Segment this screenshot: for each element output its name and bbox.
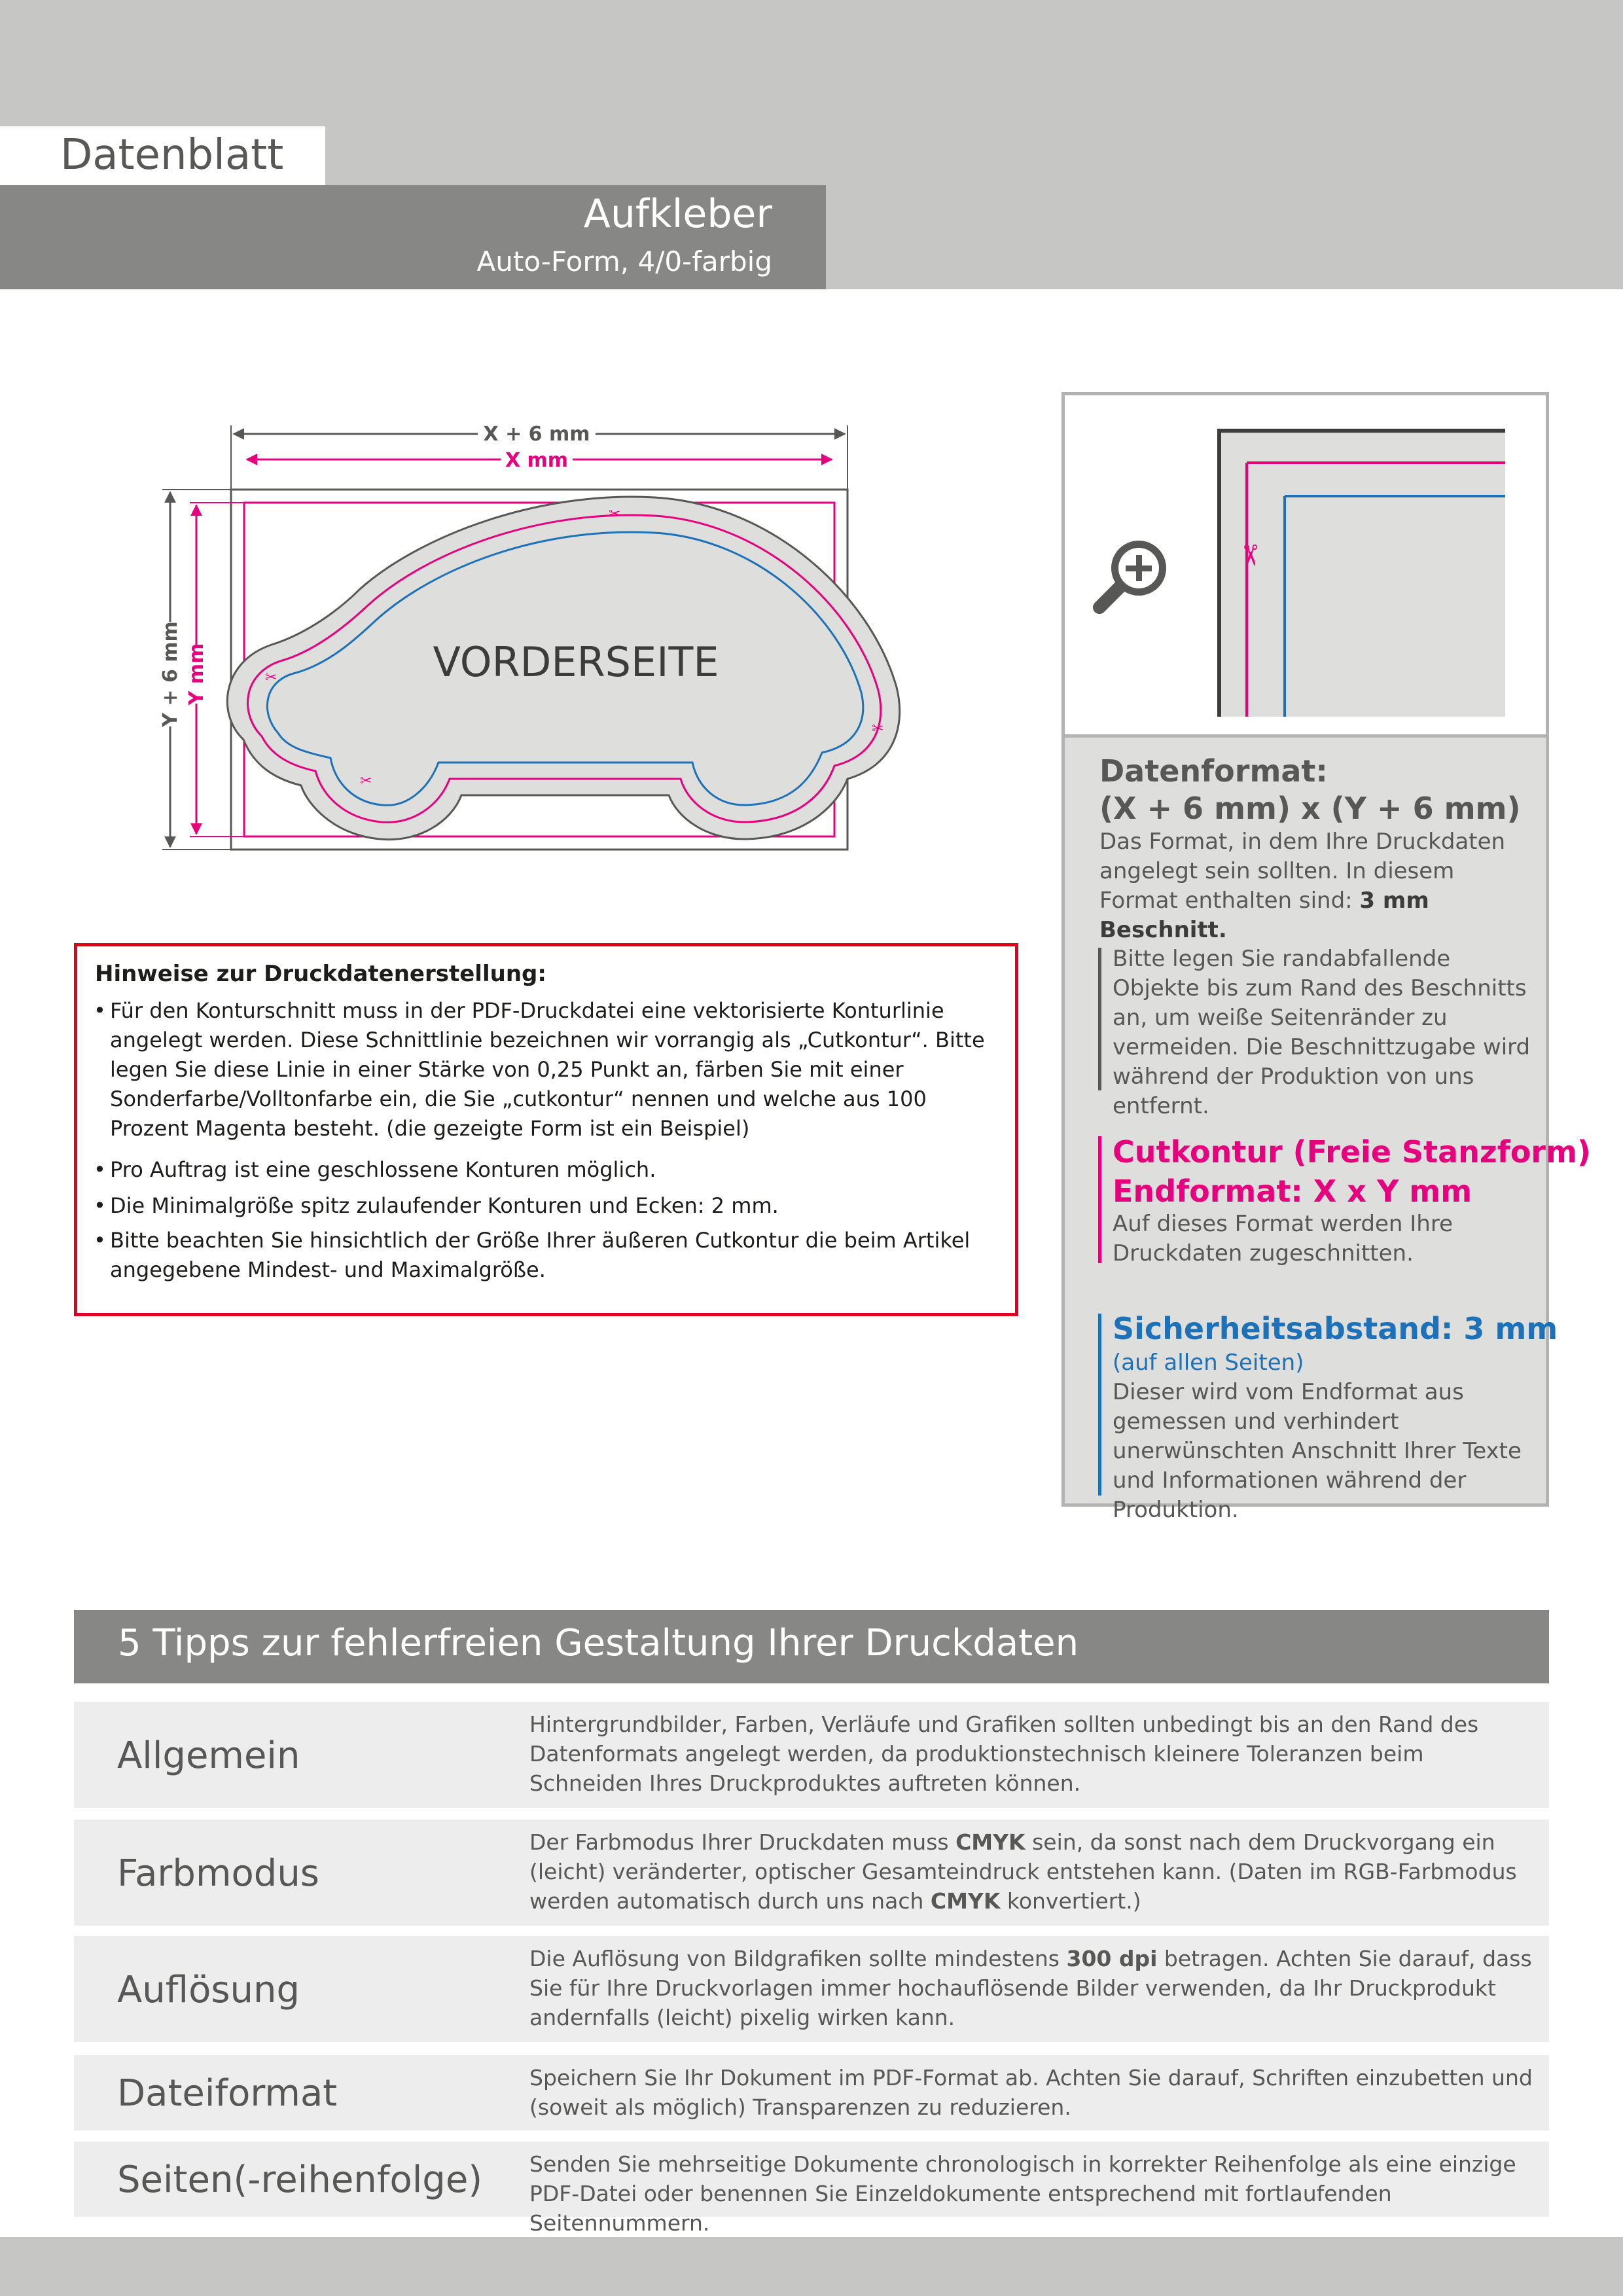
tip-label: Auflösung <box>117 1969 300 2011</box>
bleed-corner-detail <box>1217 429 1505 717</box>
front-side-label: VORDERSEITE <box>433 638 719 686</box>
datenformat-formula: (X + 6 mm) x (Y + 6 mm) <box>1099 791 1521 826</box>
hint-text: Bitte beachten Sie hinsichtlich der Größe Ihrer äußeren Cutkontur die beim Artikel angegebene Mindest- und Maximalgröße. <box>110 1228 971 1282</box>
hint-item <box>94 996 1003 1143</box>
x-inner-label: X mm <box>505 449 569 472</box>
hint-text: Pro Auftrag ist eine geschlossene Konturen möglich. <box>110 1157 656 1182</box>
tip-text: Senden Sie mehrseitige Dokumente chronologisch in korrekter Reihenfolge als eine einzige PDF-Datei oder benennen Sie Einzeldokumente entsprechend mit fortlaufenden Seitennummern. <box>529 2151 1516 2236</box>
tip-text: Die Auflösung von Bildgrafiken sollte mindestens 300 dpi betragen. Achten Sie darauf, dass Sie für Ihre Druckvorlagen immer hochauflösende Bilder verwenden, da Ihr Druckprodukt andernfalls (leicht) pixelig wirken kann. <box>529 1946 1532 2030</box>
tip-row <box>74 1702 1549 1808</box>
hint-text: Die Minimalgröße spitz zulaufender Konturen und Ecken: 2 mm. <box>110 1193 779 1218</box>
tip-text: Hintergrundbilder, Farben, Verläufe und Grafiken sollten unbedingt bis an den Rand des Datenformats angelegt werden, da produktionstechnisch kleinere Toleranzen beim Schneiden Ihres Druckproduktes auftreten können. <box>529 1712 1479 1796</box>
bleed-text: Bitte legen Sie randabfallende Objekte bis zum Rand des Beschnitts an, um weiße Seitenränder zu vermeiden. Die Beschnittzugabe wird während der Produktion von uns entfernt. <box>1113 946 1531 1119</box>
y-inner-label: Y mm <box>185 643 208 706</box>
tip-text: Der Farbmodus Ihrer Druckdaten muss CMYK sein, da sonst nach dem Druckvorgang ein (leicht) veränderter, optischer Gesamteindruck entstehen kann. (Daten im RGB-Farbmodus werden automatisch durch uns nach CMYK konvertiert.) <box>529 1829 1517 1914</box>
bullet: • <box>94 1228 106 1253</box>
scissors-icon: ✂ <box>872 721 884 737</box>
bleed-accent-bar <box>1098 948 1101 1090</box>
zoom-in-icon <box>1086 530 1178 622</box>
safe-subtitle: (auf allen Seiten) <box>1113 1350 1304 1376</box>
hint-item <box>94 1226 1003 1285</box>
tip-row <box>74 2142 1549 2236</box>
safe-text: Dieser wird vom Endformat aus gemessen und verhindert unerwünschten Anschnitt Ihrer Texte und Informationen während der Produktion. <box>1113 1379 1522 1523</box>
bullet: • <box>94 1157 106 1182</box>
cut-accent-bar <box>1098 1136 1101 1263</box>
scissors-icon: ✂ <box>360 773 372 789</box>
tip-text: Speichern Sie Ihr Dokument im PDF-Format ab. Achten Sie darauf, Schriften einzubetten und (soweit als möglich) Transparenzen zu reduzieren. <box>529 2065 1533 2120</box>
bottom-band <box>0 2237 1623 2296</box>
scissors-icon: ✂ <box>265 670 277 686</box>
doc-type-title: Datenblatt <box>60 131 284 179</box>
bullet: • <box>94 998 106 1023</box>
tip-label: Farbmodus <box>117 1852 319 1895</box>
datenformat-title: Datenformat: <box>1099 753 1328 789</box>
scissors-icon: ✂ <box>609 506 621 522</box>
hints-title: Hinweise zur Druckdatenerstellung: <box>95 961 546 987</box>
tip-row <box>74 1820 1549 1926</box>
cut-text: Auf dieses Format werden Ihre Druckdaten zugeschnitten. <box>1113 1211 1453 1266</box>
cut-format: Endformat: X x Y mm <box>1113 1174 1472 1209</box>
datenformat-text: Das Format, in dem Ihre Druckdaten angelegt sein sollten. In diesem Format enthalten sind: 3 mm Beschnitt. <box>1099 829 1506 943</box>
scissors-icon: ✂ <box>1233 543 1266 567</box>
hint-item <box>94 1155 1003 1185</box>
tip-label: Dateiformat <box>117 2072 338 2115</box>
tips-title: 5 Tipps zur fehlerfreien Gestaltung Ihrer Druckdaten <box>118 1622 1079 1664</box>
safe-title: Sicherheitsabstand: 3 mm <box>1113 1311 1558 1346</box>
tip-row <box>74 2055 1549 2130</box>
hint-item <box>94 1191 1003 1221</box>
x-outer-label: X + 6 mm <box>483 423 590 446</box>
bleed-amount: 3 mm Beschnitt. <box>1099 888 1429 943</box>
product-subtitle: Auto-Form, 4/0-farbig <box>476 245 772 278</box>
tip-row <box>74 1936 1549 2042</box>
product-title: Aufkleber <box>583 191 772 237</box>
bullet: • <box>94 1193 106 1218</box>
safe-accent-bar <box>1098 1314 1101 1496</box>
sticker-shape-diagram <box>144 412 910 884</box>
y-outer-label: Y + 6 mm <box>159 621 182 727</box>
cut-title: Cutkontur (Freie Stanzform) <box>1113 1134 1591 1170</box>
tip-label: Seiten(-reihenfolge) <box>117 2159 483 2201</box>
hint-text: Für den Konturschnitt muss in der PDF-Druckdatei eine vektorisierte Konturlinie angelegt werden. Diese Schnittlinie bezeichnen wir vorrangig als „Cutkontur“. Bitte legen Sie diese Linie in einer Stärke von 0,25 Punkt an, färben Sie mit einer Sonderfarbe/Volltonfarbe ein, die Sie „cutkontur“ nennen und welche aus 100 Prozent Magenta besteht. (die gezeigte Form ist ein Beispiel) <box>110 998 985 1141</box>
tip-label: Allgemein <box>117 1734 300 1777</box>
